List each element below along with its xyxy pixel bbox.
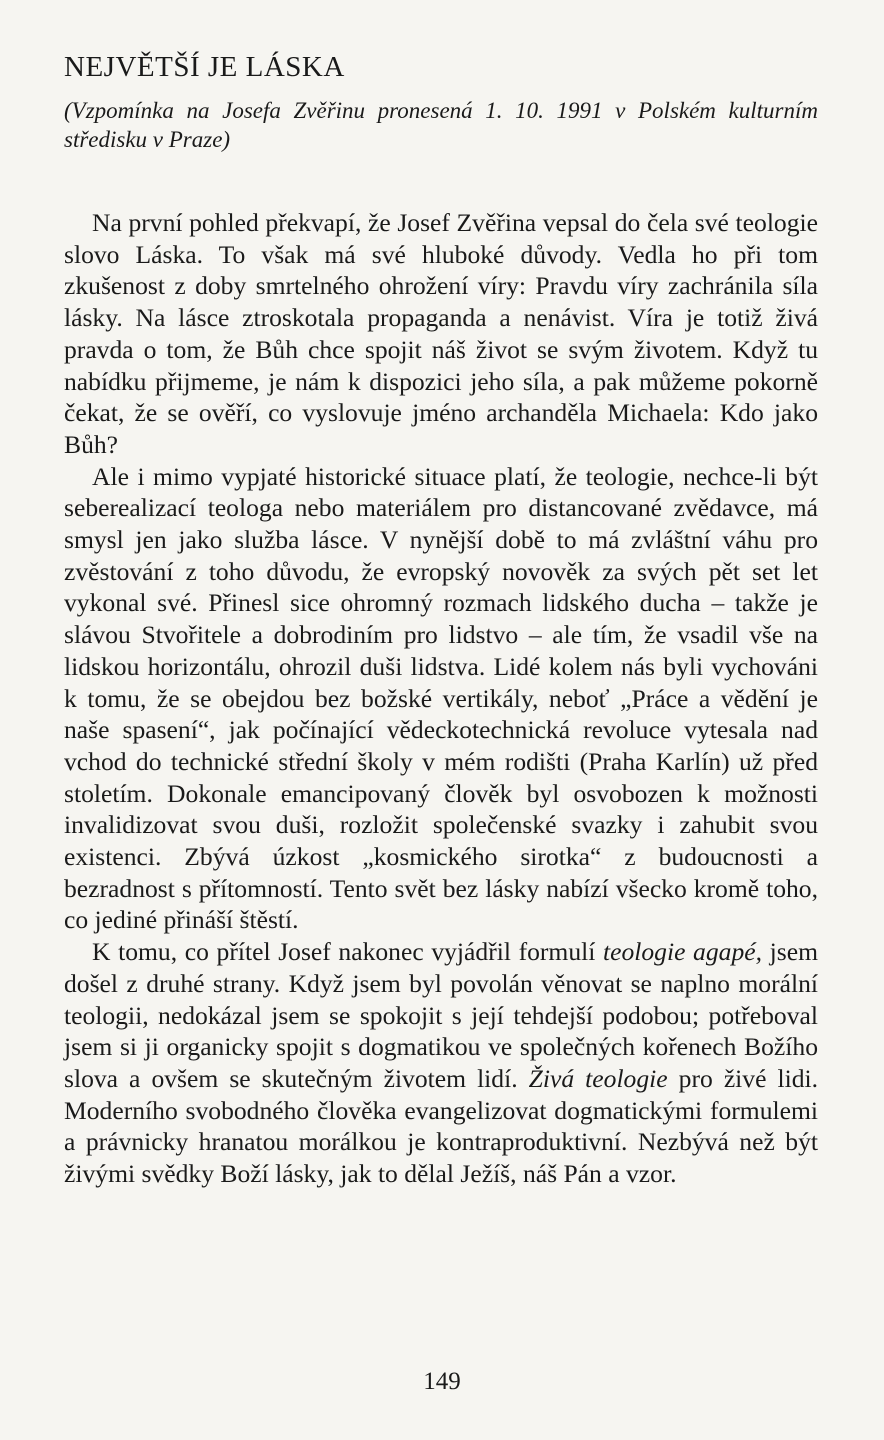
paragraph-3	[64, 936, 818, 1190]
chapter-subtitle: (Vzpomínka na Josefa Zvěřinu pronesená 1. 10. 1991 v Polském kulturním středisku v Praze)	[64, 98, 818, 152]
paragraph-3-part-b: jsem došel z druhé strany. Když jsem byl povolán věnovat se naplno morální teologii, nedokázal jsem se spokojit s její tehdejší podobou; potřeboval jsem si ji organicky spojit s dogmatikou ve společných kořenech Božího slova a ovšem se skutečným životem lidí.	[64, 937, 818, 1093]
paragraph-1: Na první pohled překvapí, že Josef Zvěřina vepsal do čela své teologie slovo Láska. To však má své hluboké důvody. Vedla ho při tom zkušenost z doby smrtelného ohrožení víry: Pravdu víry zachránila síla lásky. Na lásce ztroskotala propaganda a nenávist. Víra je totiž živá pravda o tom, že Bůh chce spojit náš život se svým životem. Když tu nabídku přijmeme, je nám k dispozici jeho síla, a pak můžeme pokorně čekat, že se ověří, co vyslovuje jméno archanděla Michaela: Kdo jako Bůh?	[64, 208, 818, 459]
page-number: 149	[423, 1368, 461, 1395]
paragraph-3-part-a: K tomu, co přítel Josef nakonec vyjádřil formulí	[92, 937, 603, 967]
paragraph-3-italic-2: Živá teologie	[528, 1063, 668, 1093]
chapter-title: NEJVĚTŠÍ JE LÁSKA	[64, 51, 345, 83]
paragraph-2: Ale i mimo vypjaté historické situace platí, že teologie, nechce-li být seberealizací teologa nebo materiálem pro distancované zvědavce, má smysl jen jako služba lásce. V nynější době to má zvláštní váhu pro zvěstování z toho důvodu, že evropský novověk za svých pět set let vykonal své. Přinesl sice ohromný rozmach lidského ducha – takže je slávou Stvořitele a dobrodiním pro lidstvo – ale tím, že vsadil vše na lidskou horizontálu, ohrozil duši lidstva. Lidé kolem nás byli vychováni k tomu, že se obejdou bez božské vertikály, neboť „Práce a vědění je naše spasení“, jak počínající vědeckotechnická revoluce vytesala nad vchod do technické střední školy v mém rodišti (Praha Karlín) už před stoletím. Dokonale emancipovaný člověk byl osvobozen k možnosti invalidizovat svou duši, rozložit společenské svazky i zahubit svou existenci. Zbývá úzkost „kosmického sirotka“ z budoucnosti a bezradnost s přítomností. Tento svět bez lásky nabízí všecko kromě toho, co jediné přináší štěstí.	[64, 461, 818, 935]
body-text	[64, 207, 818, 1190]
paragraph-3-italic-1: teologie agapé,	[602, 937, 763, 967]
page-content	[64, 50, 818, 1190]
paragraph-3-part-c: pro živé lidi. Moderního svobodného člověka evangelizovat dogmatickými formulemi a právnicky hranatou morálkou je kontraproduktivní. Nezbývá než být živými svědky Boží lásky, jak to dělal Ježíš, náš Pán a vzor.	[64, 1063, 819, 1189]
